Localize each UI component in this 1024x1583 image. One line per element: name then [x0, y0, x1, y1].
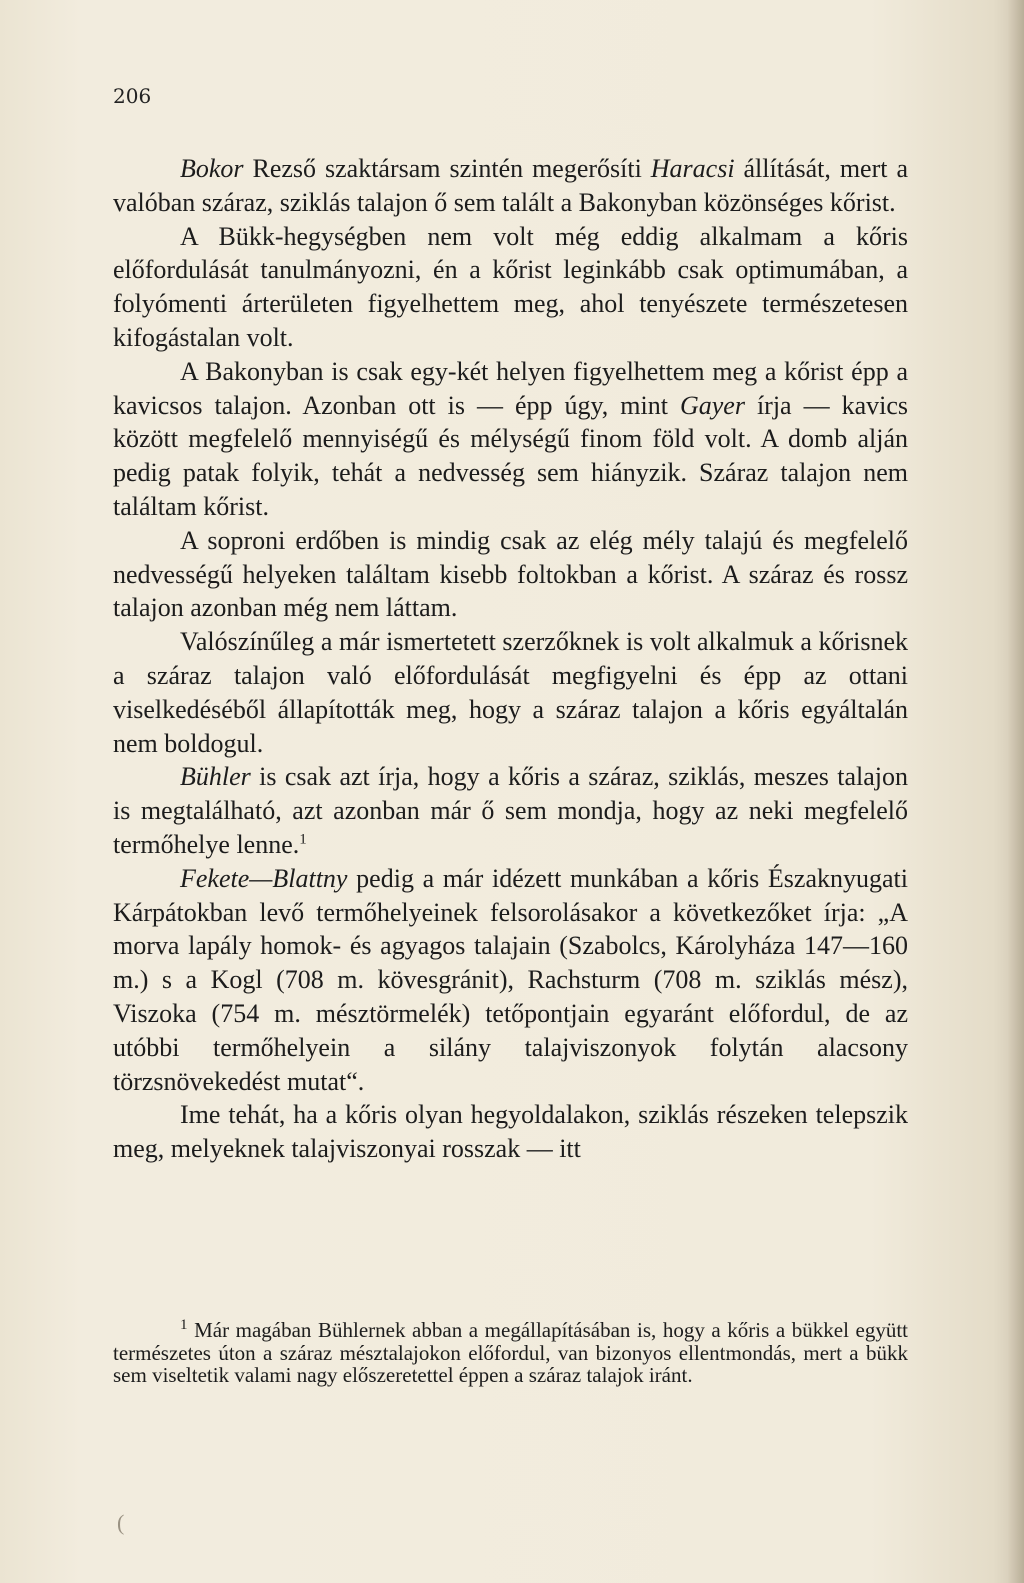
author-name: Bokor: [180, 154, 244, 183]
footnote-reference: 1: [299, 831, 307, 848]
author-name: Gayer: [679, 390, 745, 420]
footnote: [113, 1319, 908, 1387]
page-number: 206: [113, 84, 152, 108]
text-run: A soproni erdőben is mindig csak az elég mély talajú és megfelelő nedvességű helyeken találtam kisebb foltokban a kőrist. A száraz és rossz talajon azonban még nem láttam.: [113, 525, 908, 623]
author-name: Fekete—Blattny: [180, 863, 348, 893]
text-run: Valószínűleg a már ismertetett szerzőknek is volt alkalmuk a kőrisnek a száraz talajon való előfordulását megfigyelni és épp az ottani viselkedéséből állapították meg, hogy a száraz talajon a kőris egyáltalán nem boldogul.: [113, 627, 908, 758]
paragraph: [113, 760, 908, 861]
text-run: írja — kavics között megfelelő mennyiségű és mélységű finom föld volt. A domb alján pedig patak folyik, tehát a nedvesség sem hiányzik. Száraz talajon nem találtam kőrist.: [113, 390, 908, 521]
body-text: [113, 152, 908, 1166]
footnote-marker: 1: [180, 1317, 188, 1333]
paragraph: [113, 152, 908, 220]
footnote-text: Már magában Bühlernek abban a megállapításában is, hogy a kőris a bükkel együtt természetes úton a száraz mésztalajokon előfordul, van bizonyos ellentmondás, mert a bükk sem viseltetik valami nagy előszeretettel éppen a száraz talajok iránt.: [113, 1318, 908, 1387]
text-run: Rezső szaktársam szintén megerősíti: [243, 154, 651, 183]
text-run: Ime tehát, ha a kőris olyan hegyoldalakon, sziklás részeken telepszik meg, melyeknek talajviszonyai rosszak — itt: [113, 1100, 908, 1164]
text-run: is csak azt írja, hogy a kőris a száraz, sziklás, meszes talajon is megtalálható, azt azonban már ő sem mondja, hogy az neki megfelelő termőhelye lenne.: [113, 762, 908, 859]
page-edge: [1008, 0, 1024, 1583]
paragraph: [113, 220, 908, 355]
paragraph: [113, 524, 908, 625]
paragraph: [113, 355, 908, 524]
paragraph: [113, 1098, 908, 1166]
author-name: Haracsi: [650, 154, 735, 183]
paragraph: [113, 862, 908, 1099]
author-name: Bühler: [180, 762, 251, 792]
text-run: A Bakonyban is csak egy-két helyen figyelhettem meg a kőrist épp a kavicsos talajon. Azonban ott is — épp úgy, mint: [113, 356, 908, 420]
text-run: A Bükk-hegységben nem volt még eddig alkalmam a kőris előfordulását tanulmányozni, én a kőrist leginkább csak optimumában, a folyómenti árterületen figyelhettem meg, ahol tenyészete természetesen kifogástalan volt.: [113, 221, 908, 352]
text-run: állítását, mert a valóban száraz, sziklás talajon ő sem talált a Bakonyban közönséges kőrist.: [113, 154, 908, 217]
text-run: pedig a már idézett munkában a kőris Északnyugati Kárpátokban levő termőhelyeinek felsorolásakor a következőket írja: „A morva lapály homok- és agyagos talajain (Szabolcs, Károlyháza 147—160 m.) s a Kogl (708 m. kövesgránit), Rachsturm (708 m. sziklás mész), Viszoka (754 m. mésztörmelék) tetőpontjain egyaránt előfordul, de az utóbbi termőhelyein a silány talajviszonyok folytán alacsony törzsnövekedést mutat“.: [113, 863, 908, 1096]
footnote-paragraph: [113, 1319, 908, 1387]
paragraph: [113, 625, 908, 760]
margin-mark: (: [117, 1510, 125, 1535]
